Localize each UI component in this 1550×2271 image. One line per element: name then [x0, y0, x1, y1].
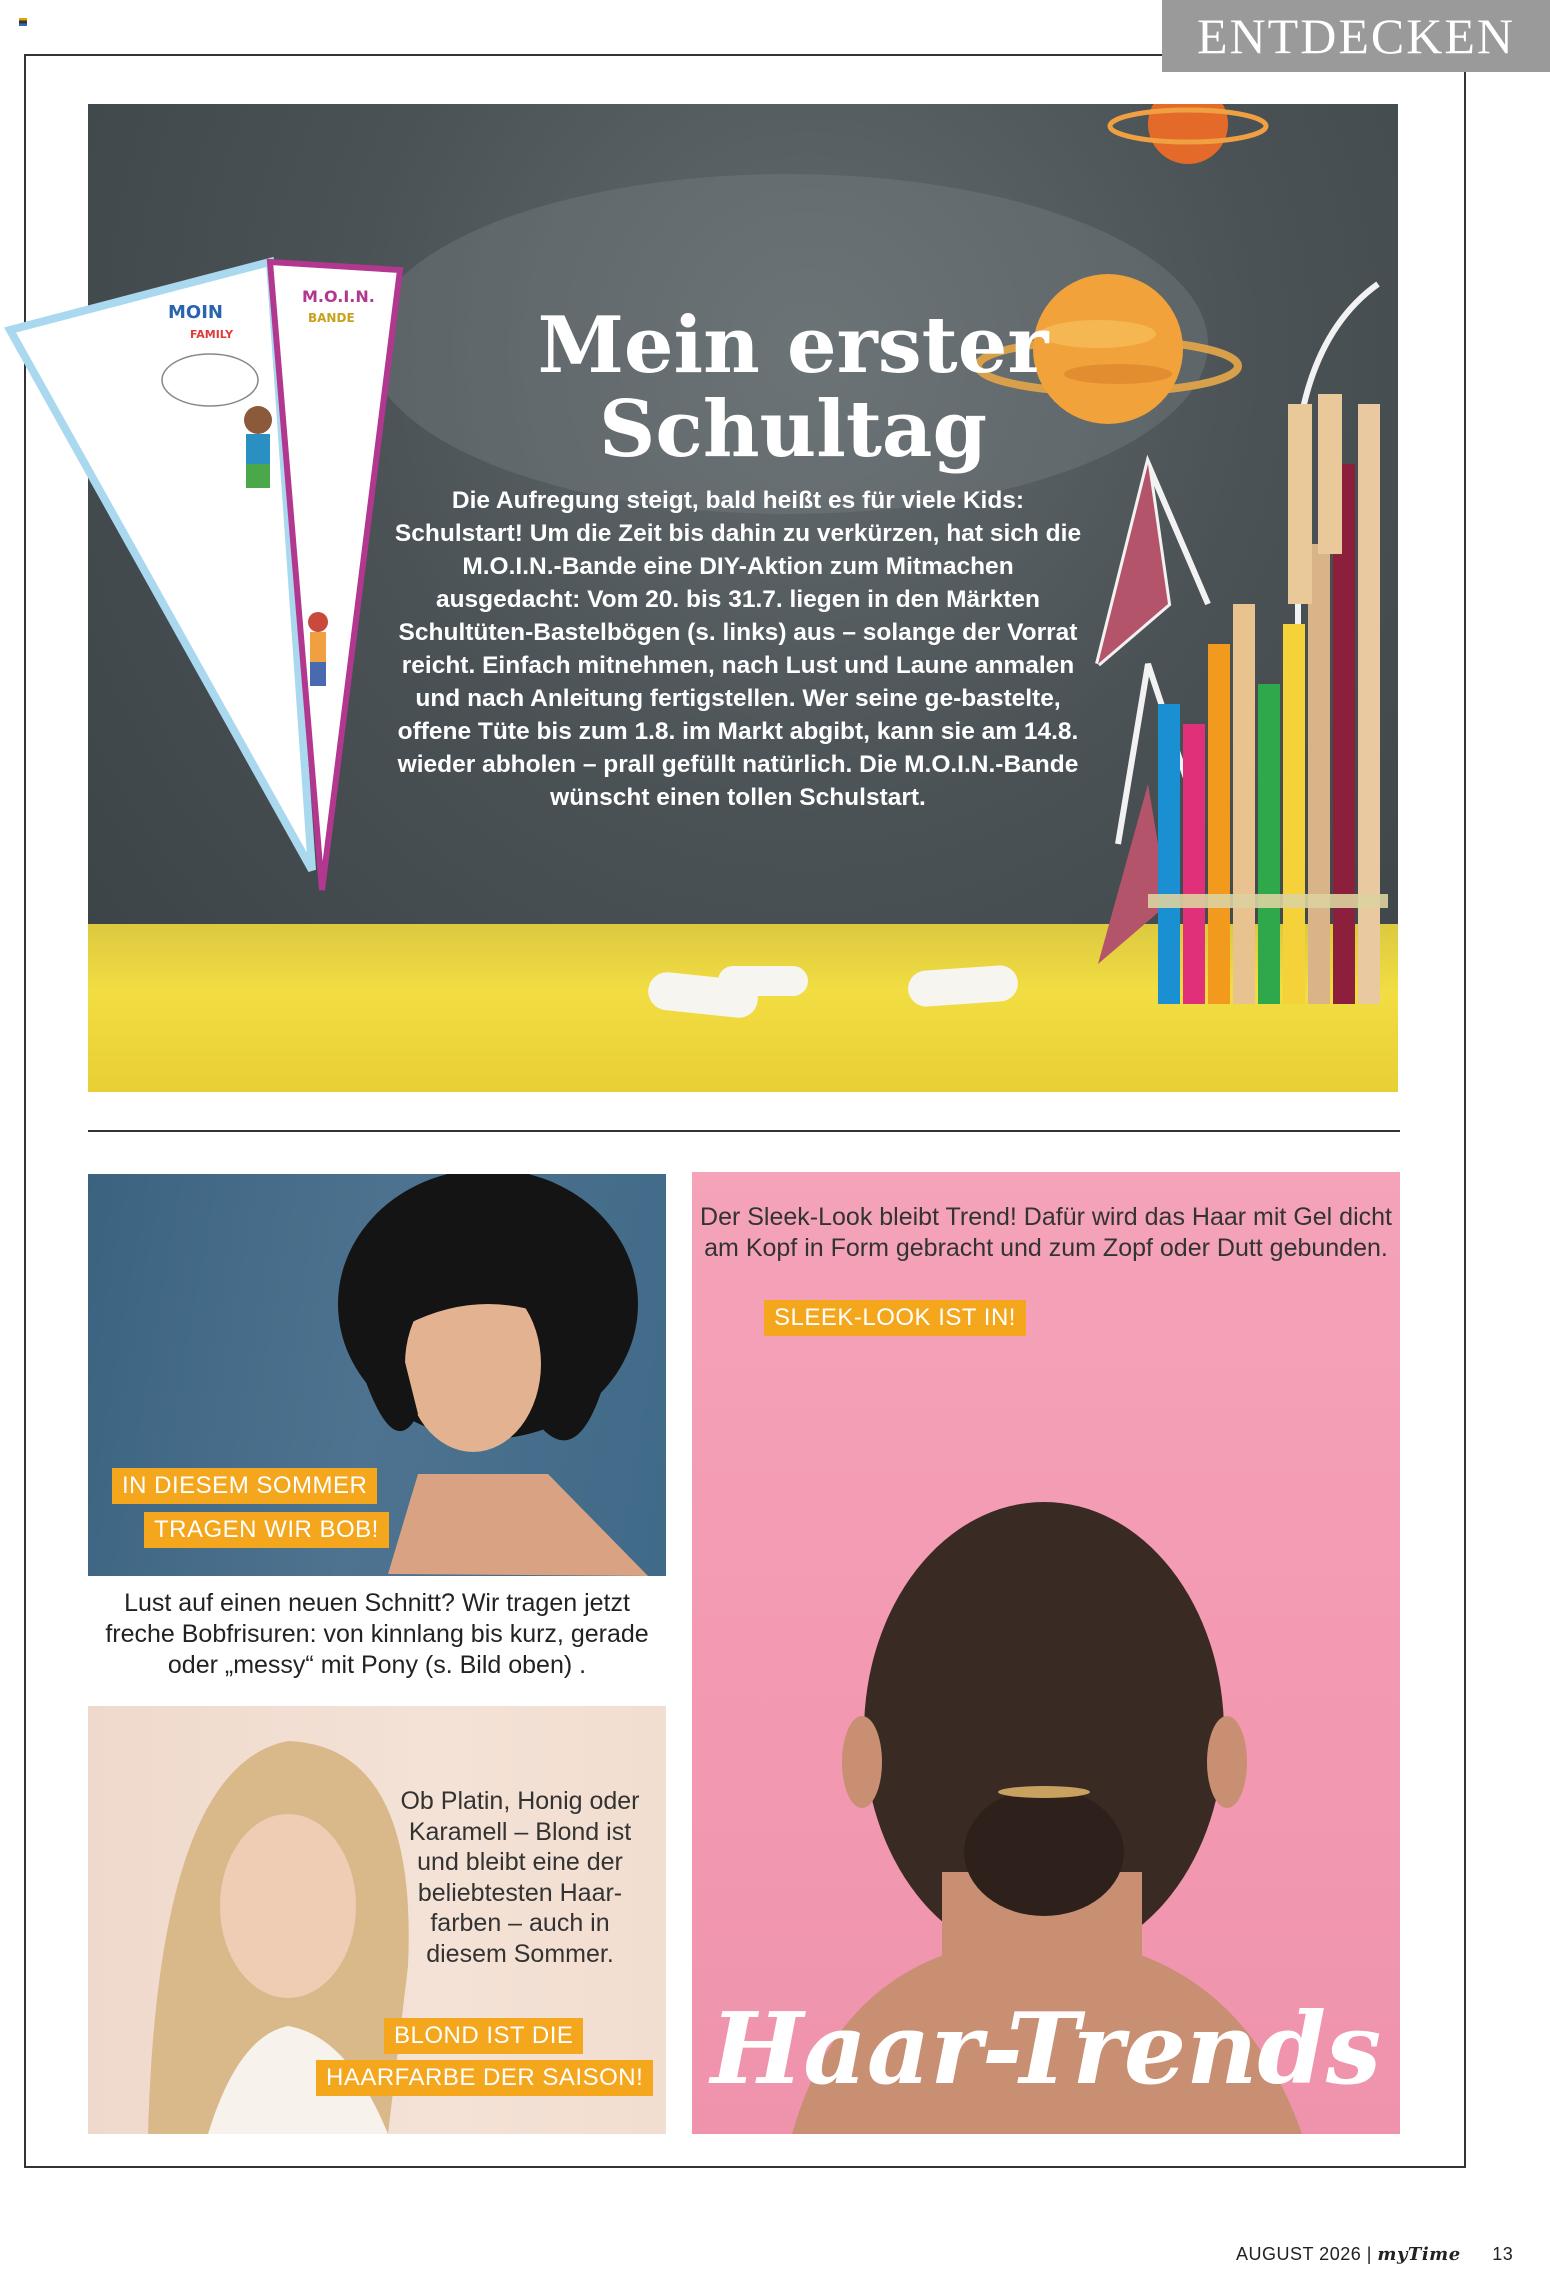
pencils-icon — [1148, 394, 1388, 1004]
cone-logo-left: MOIN — [168, 302, 223, 323]
hero-title-line2: Schultag — [599, 384, 987, 475]
page-number: 13 — [1492, 2244, 1514, 2264]
footer-issue: AUGUST 2026 | — [1236, 2244, 1372, 2264]
cone-logo-right: M.O.I.N. — [302, 287, 375, 306]
chalk-sticks — [646, 964, 1019, 1019]
cone-girl-figure — [308, 612, 328, 686]
footer-brand-logo: myTime — [1377, 2244, 1461, 2265]
blond-photo — [88, 1706, 666, 2134]
sleek-photo — [692, 1172, 1400, 2134]
cone-logo-right-sub: BANDE — [308, 311, 355, 325]
hero-title-line1: Mein erster — [537, 300, 1049, 391]
cone-boy-figure — [244, 406, 272, 488]
blond-tag-line2: HAARFARBE DER SAISON! — [316, 2060, 653, 2096]
haar-trends-title: Haar-Trends — [710, 1992, 1382, 2107]
hero-title — [468, 300, 1118, 475]
hero-body-text: Die Aufregung steigt, bald heißt es für viele Kids: Schulstart! Um die Zeit bis dahin zu verkürzen, hat sich die M.O.I.N.-Bande eine DIY-Aktion zum Mitmachen ausgedacht: Vom 20. bis 31.7. liegen in den Märkten Schultüten-Bastelbögen (s. links) aus – solange der Vorrat reicht. Einfach mitnehmen, nach Lust und Laune anmalen und nach Anleitung fertigstellen. Wer seine ge-bastelte, offene Tüte bis zum 1.8. im Markt abgibt, kann sie am 14.8. wieder abholen – prall gefüllt natürlich. Die M.O.I.N.-Bande wünscht einen tollen Schulstart. — [394, 487, 1082, 811]
bob-photo — [88, 1174, 666, 1576]
section-divider — [88, 1130, 1400, 1132]
bob-tag-line1: IN DIESEM SOMMER — [112, 1468, 377, 1504]
bob-tag-line2: TRAGEN WIR BOB! — [144, 1512, 389, 1548]
page-footer — [1236, 2244, 1513, 2265]
small-planet-icon — [1110, 104, 1266, 164]
blond-tag-line1: BLOND IST DIE — [384, 2018, 583, 2054]
section-label: ENTDECKEN — [1162, 0, 1550, 72]
blond-caption: Ob Platin, Honig oder Karamell – Blond ist und bleibt eine der beliebtesten Haar-farben – auch in diesem Sommer. — [400, 1787, 640, 1968]
sleek-caption: Der Sleek-Look bleibt Trend! Dafür wird das Haar mit Gel dicht am Kopf in Form gebracht und zum Zopf oder Dutt gebunden. — [700, 1203, 1392, 1262]
rocket-fins — [1098, 464, 1168, 964]
sleek-tag: SLEEK-LOOK IST IN! — [764, 1300, 1026, 1336]
publisher-mark — [19, 18, 27, 26]
bob-caption: Lust auf einen neuen Schnitt? Wir tragen jetzt freche Bobfrisuren: von kinnlang bis kurz, gerade oder „messy“ mit Pony (s. Bild oben) . — [105, 1589, 649, 1679]
school-cone-illustration — [0, 250, 420, 910]
cone-logo-left-sub: FAMILY — [190, 328, 234, 341]
